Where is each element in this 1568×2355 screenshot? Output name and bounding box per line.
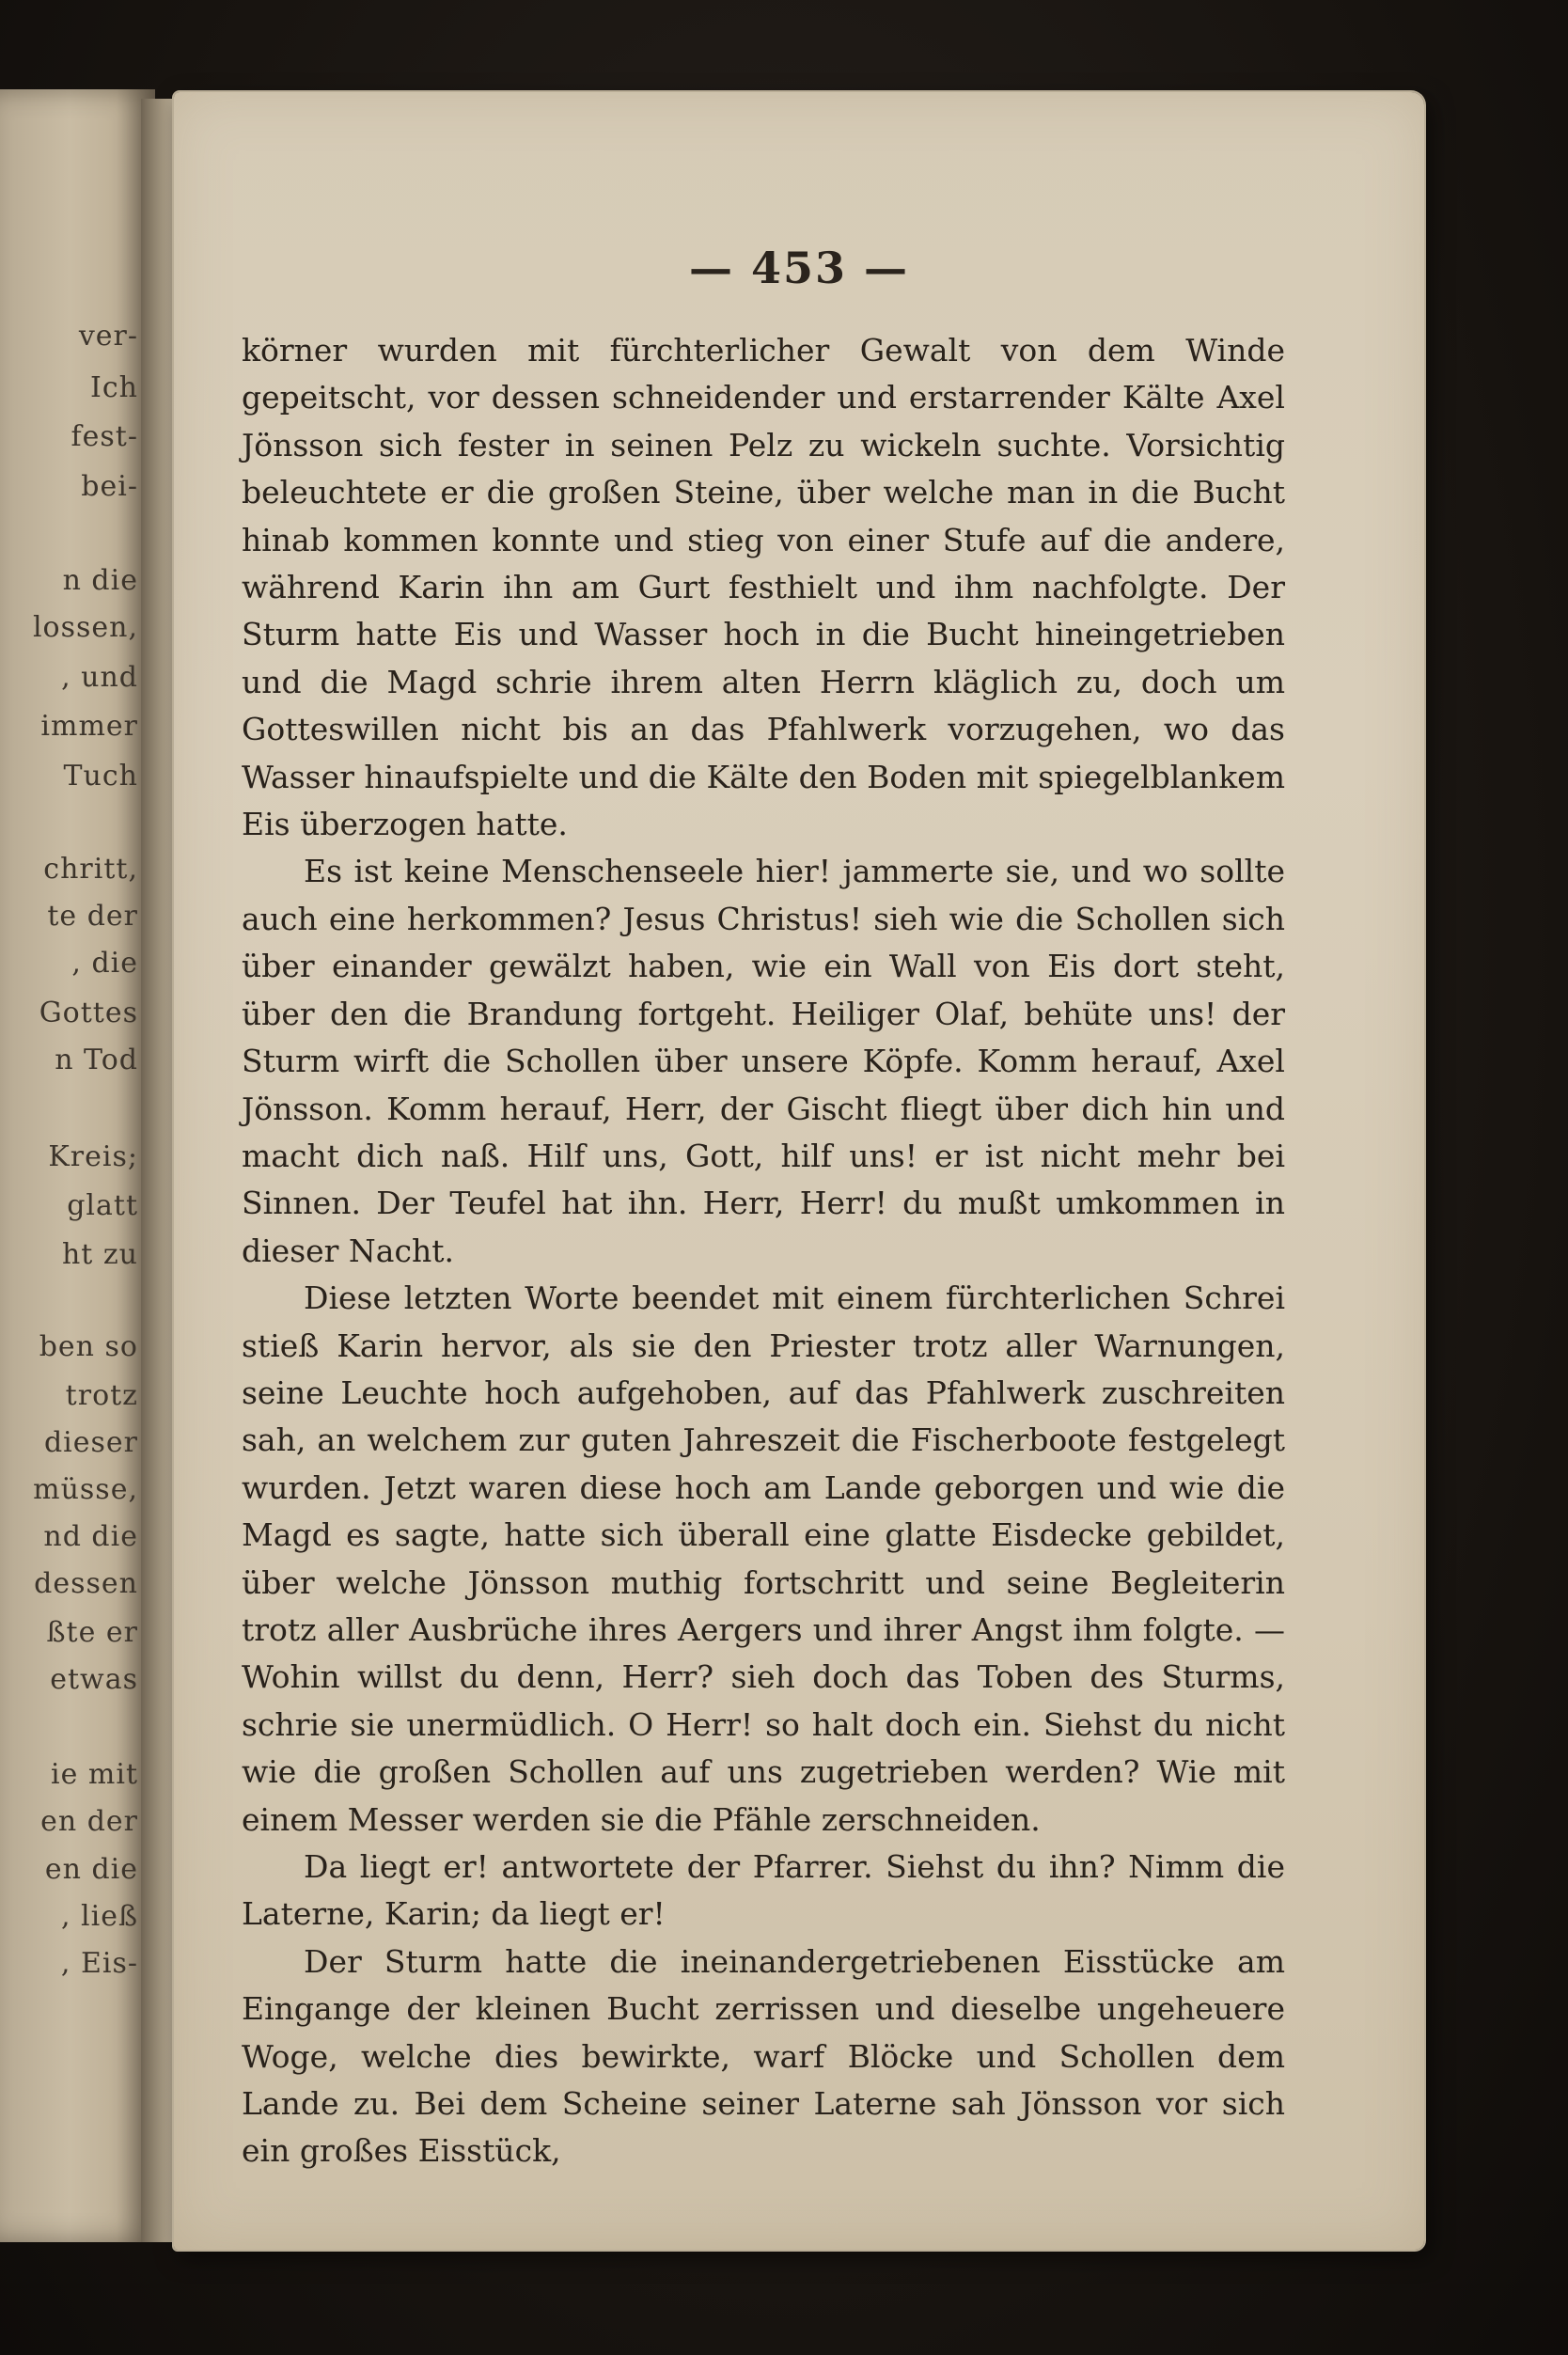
left-page-fragment: te der (47, 900, 138, 933)
left-page-fragment: en die (44, 1853, 138, 1886)
previous-page-edge (0, 89, 155, 2242)
left-page-fragment: ben so (39, 1330, 138, 1363)
page-body-text (242, 327, 1285, 2175)
left-page-fragment: Tuch (63, 760, 138, 793)
left-page-fragment: Kreis; (48, 1140, 138, 1173)
left-page-fragment: ht zu (61, 1238, 138, 1271)
left-page-fragment: ßte er (46, 1616, 138, 1649)
left-page-fragment: müsse, (33, 1473, 138, 1506)
page-number: — 453 — (688, 243, 910, 293)
left-page-fragment: en der (40, 1805, 138, 1838)
left-page-fragment: , und (61, 661, 138, 694)
left-page-fragment: , die (71, 947, 138, 980)
paragraph: Da liegt er! antwortete der Pfarrer. Siehst du ihn? Nimm die Laterne, Karin; da liegt er! (242, 1848, 1285, 1933)
left-page-fragment: dessen (34, 1567, 138, 1600)
left-page-fragment: immer (40, 710, 138, 743)
left-page-fragment: Gottes (39, 997, 138, 1029)
left-page-fragment: nd die (43, 1520, 138, 1553)
left-page-fragment: fest- (71, 420, 138, 453)
left-page-fragment: , ließ (60, 1900, 138, 1933)
paragraph: Der Sturm hatte die ineinandergetriebenen Eisstücke am Eingange der kleinen Bucht zerrissen und dieselbe ungeheuere Woge, welche dies bewirkte, warf Blöcke und Schollen dem Lande zu. Bei dem Scheine seiner Laterne sah Jönsson vor sich ein großes Eisstück, (242, 1942, 1285, 2170)
left-page-fragment: glatt (67, 1189, 138, 1222)
left-page-fragment: Ich (90, 371, 138, 404)
paragraph: Diese letzten Worte beendet mit einem fürchterlichen Schrei stieß Karin hervor, als sie den Priester trotz aller Warnungen, seine Leuchte hoch aufgehoben, auf das Pfahlwerk zuschreiten sah, an welchem zur guten Jahreszeit die Fischerboote festgelegt wurden. Jetzt waren diese hoch am Lande geborgen und wie die Magd es sagte, hatte sich überall eine glatte Eisdecke gebildet, über welche Jönsson muthig fortschritt und seine Begleiterin trotz aller Ausbrüche ihres Aergers und ihrer Angst ihm folgte. — Wohin willst du denn, Herr? sieh doch das Toben des Sturms, schrie sie unermüdlich. O Herr! so halt doch ein. Siehst du nicht wie die großen Schollen auf uns zugetrieben werden? Wie mit einem Messer werden sie die Pfähle zerschneiden. (242, 1280, 1285, 1838)
left-page-fragment: bei- (81, 470, 138, 503)
left-page-fragment: n die (62, 564, 138, 597)
left-page-fragment: etwas (50, 1663, 138, 1696)
left-page-fragment: lossen, (32, 611, 138, 644)
paragraph: Es ist keine Menschenseele hier! jammerte sie, und wo sollte auch eine herkommen? Jesus Christus! sieh wie die Schollen sich über einander gewälzt haben, wie ein Wall von Eis dort steht, über den die Brandung fortgeht. Heiliger Olaf, behüte uns! der Sturm wirft die Schollen über unsere Köpfe. Komm herauf, Axel Jönsson. Komm herauf, Herr, der Gischt fliegt über dich hin und macht dich naß. Hilf uns, Gott, hilf uns! er ist nicht mehr bei Sinnen. Der Teufel hat ihn. Herr, Herr! du mußt umkommen in dieser Nacht. (242, 853, 1285, 1269)
left-page-fragment: dieser (43, 1426, 138, 1459)
left-page-fragment: trotz (65, 1379, 138, 1412)
left-page-fragment: , Eis- (60, 1947, 138, 1980)
book-page (174, 92, 1424, 2250)
left-page-fragment: ie mit (51, 1758, 138, 1791)
left-page-fragment: chritt, (43, 853, 138, 886)
left-page-fragment: n Tod (55, 1044, 138, 1076)
paragraph: körner wurden mit fürchterlicher Gewalt von dem Winde gepeitscht, vor dessen schneidender und erstarrender Kälte Axel Jönsson sich fester in seinen Pelz zu wickeln suchte. Vorsichtig beleuchtete er die großen Steine, über welche man in die Bucht hinab kommen konnte und stieg von einer Stufe auf die andere, während Karin ihn am Gurt festhielt und ihm nachfolgte. Der Sturm hatte Eis und Wasser hoch in die Bucht hineingetrieben und die Magd schrie ihrem alten Herrn kläglich zu, doch um Gotteswillen nicht bis an das Pfahlwerk vorzugehen, wo das Wasser hinaufspielte und die Kälte den Boden mit spiegelblankem Eis überzogen hatte. (242, 332, 1285, 843)
left-page-fragment: ver- (78, 320, 138, 353)
